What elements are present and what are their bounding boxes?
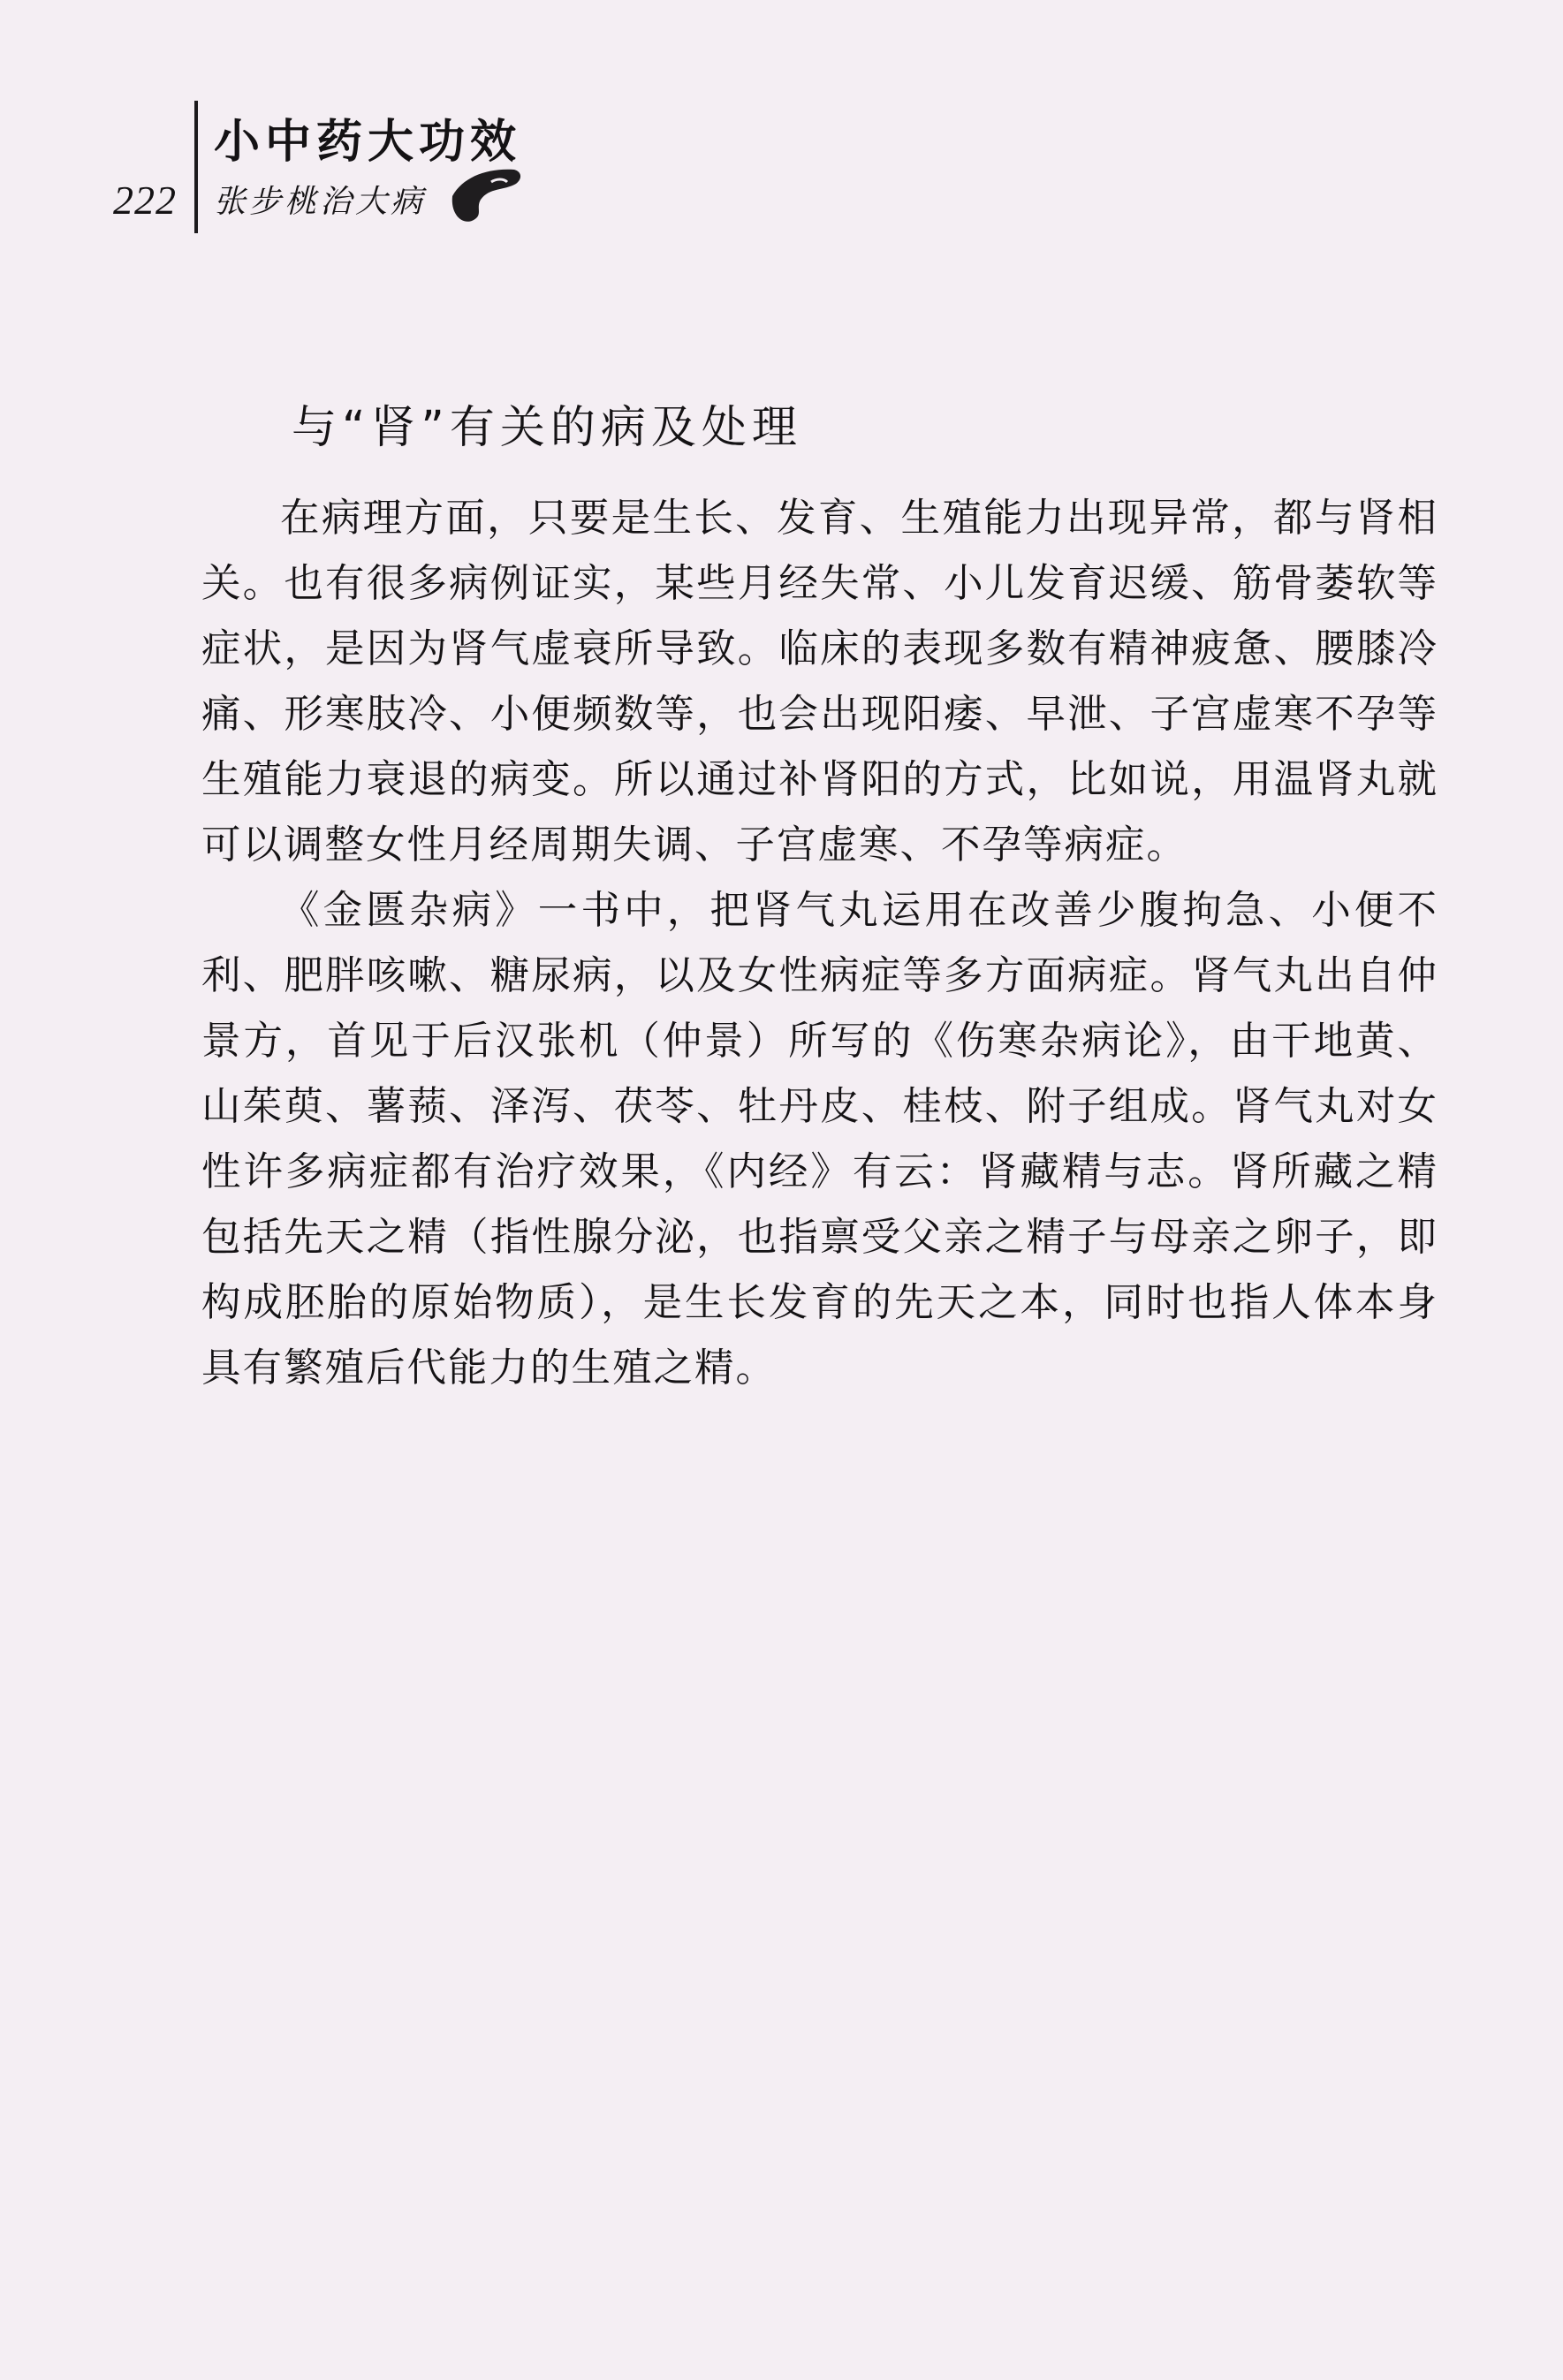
body-text bbox=[201, 486, 1438, 1401]
page-number: 222 bbox=[113, 178, 177, 223]
series-title: 小中药大功效 bbox=[214, 116, 522, 169]
brush-stroke-icon bbox=[445, 161, 527, 231]
book-title: 张步桃治大病 bbox=[214, 184, 427, 220]
running-header bbox=[88, 95, 583, 237]
section-heading: 与“肾”有关的病及处理 bbox=[292, 402, 802, 455]
header-divider bbox=[194, 101, 198, 233]
paragraph: 在病理方面，只要是生长、发育、生殖能力出现异常，都与肾相关。也有很多病例证实，某些月经失常、小儿发育迟缓、筋骨萎软等症状，是因为肾气虚衰所导致。临床的表现多数有精神疲惫、腰膝冷痛、形寒肢冷、小便频数等，也会出现阳痿、早泄、子宫虚寒不孕等生殖能力衰退的病变。所以通过补肾阳的方式，比如说，用温肾丸就可以调整女性月经周期失调、子宫虚寒、不孕等病症。 bbox=[201, 496, 1438, 868]
paragraph: 《金匮杂病》一书中，把肾气丸运用在改善少腹拘急、小便不利、肥胖咳嗽、糖尿病，以及女性病症等多方面病症。肾气丸出自仲景方，首见于后汉张机（仲景）所写的《伤寒杂病论》，由干地黄、山茱萸、薯蓣、泽泻、茯苓、牡丹皮、桂枝、附子组成。肾气丸对女性许多病症都有治疗效果，《内经》有云：肾藏精与志。肾所藏之精包括先天之精（指性腺分泌，也指禀受父亲之精子与母亲之卵子，即构成胚胎的原始物质），是生长发育的先天之本，同时也指人体本身具有繁殖后代能力的生殖之精。 bbox=[201, 888, 1438, 1391]
